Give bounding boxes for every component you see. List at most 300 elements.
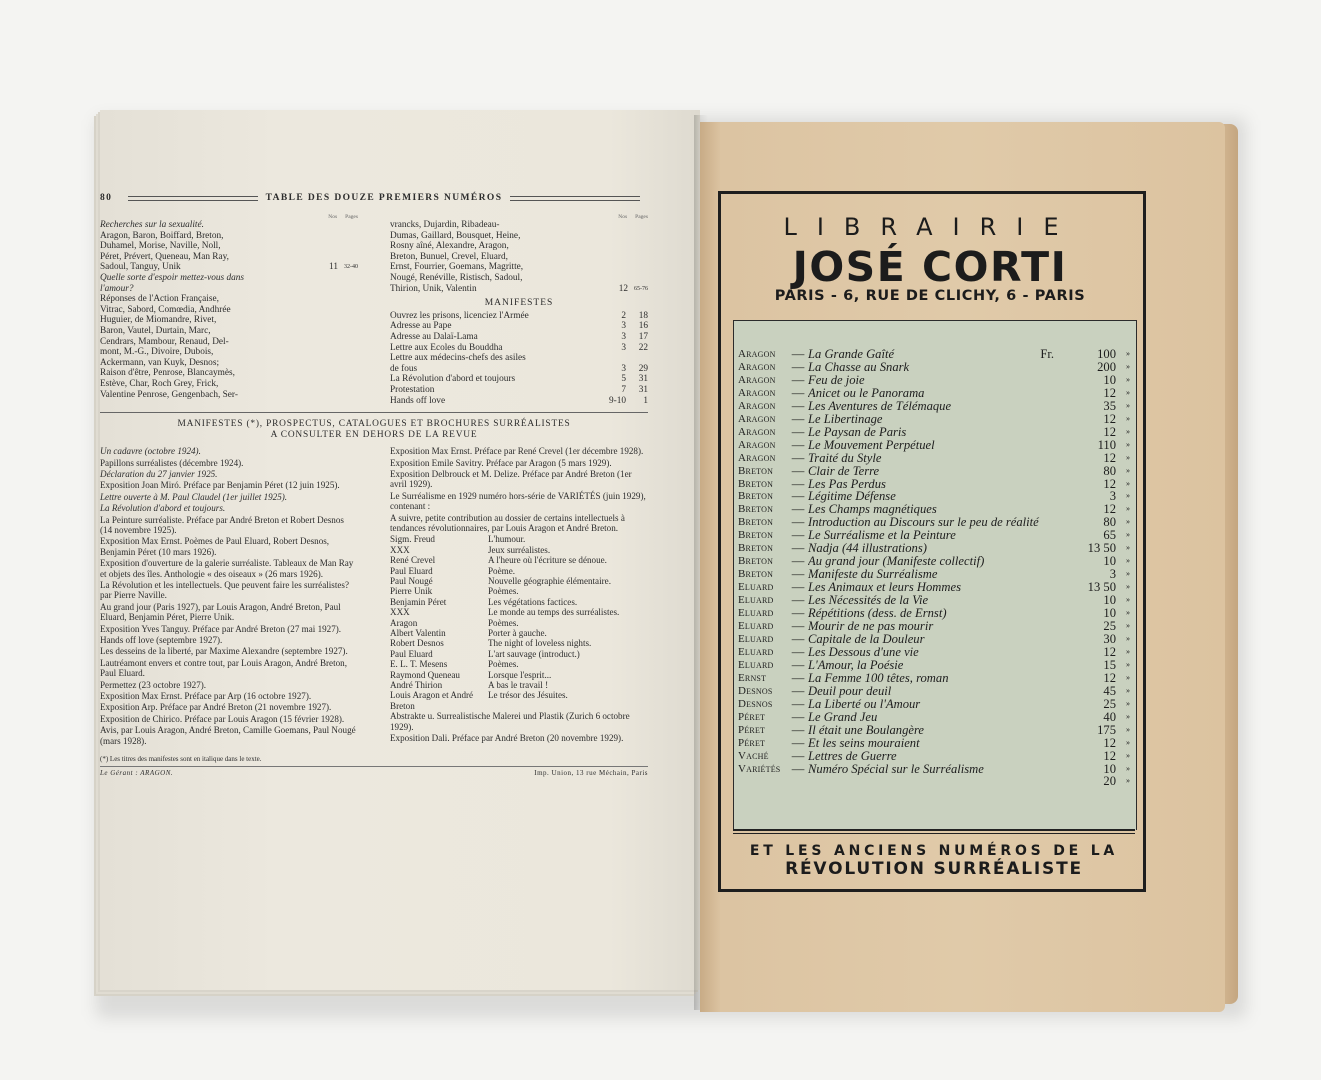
catalog-dash: —	[791, 502, 805, 517]
catalog-price-suffix: »	[1126, 698, 1130, 708]
manifeste-number: 5	[621, 374, 626, 385]
catalog-author: Breton	[738, 568, 774, 581]
catalog-price-suffix: »	[1126, 659, 1130, 669]
index-entry	[100, 241, 358, 252]
manifeste-number: 3	[621, 331, 626, 342]
publication-entry: Déclaration du 27 janvier 1925.	[100, 468, 218, 479]
catalog-title: Et les seins mouraient	[808, 736, 920, 750]
catalog-author: Breton	[738, 464, 774, 477]
catalog-entry	[738, 724, 1130, 737]
catalog-title: Introduction au Discours sur le peu de réalité	[808, 516, 1039, 530]
contents-entry	[390, 690, 648, 711]
publication-entry: Exposition Max Ernst. Préface par René Crevel (1er décembre 1928).	[390, 446, 644, 457]
catalog-title: Au grand jour (Manifeste collectif)	[808, 555, 985, 569]
column-heads	[390, 212, 648, 220]
catalog-title: Nadja (44 illustrations)	[808, 542, 927, 556]
catalog-author: Desnos	[738, 697, 773, 710]
catalog-price-suffix: »	[1126, 763, 1130, 773]
catalog-dash: —	[791, 748, 805, 763]
catalog-dash: —	[791, 515, 805, 530]
catalog-title: Capitale de la Douleur	[808, 632, 925, 646]
catalog-dash: —	[791, 424, 805, 439]
contents-entry	[390, 638, 648, 648]
catalog-author: Aragon	[738, 348, 776, 360]
catalog-dash: —	[791, 619, 805, 634]
header-rule	[128, 196, 258, 201]
contents-title: Le trésor des Jésuites.	[488, 690, 568, 701]
catalog-dash: —	[791, 567, 805, 582]
catalog-entry	[738, 763, 1130, 776]
catalog-price-suffix: »	[1126, 478, 1130, 488]
contents-author: XXX	[390, 544, 410, 555]
entry-text: mont, M.-G., Divoire, Dubois,	[100, 347, 214, 358]
header-rule	[510, 196, 640, 201]
catalog-author: Péret	[738, 723, 766, 736]
contents-author: René Crevel	[390, 555, 436, 566]
publication-entry: Exposition Arp. Préface par André Breton (21 novembre 1927).	[100, 702, 332, 713]
contents-author: Benjamin Péret	[390, 596, 447, 607]
catalog-price-suffix: »	[1126, 452, 1130, 462]
contents-title: Lorsque l'esprit...	[488, 669, 552, 680]
contents-author: Paul Nougé	[390, 575, 433, 586]
librairie-heading: LIBRAIRIE	[783, 213, 1079, 241]
catalog-rule	[733, 829, 1135, 831]
contents-entry	[390, 628, 648, 638]
index-entry	[390, 252, 648, 263]
catalog-title: Il était une Boulangère	[808, 723, 924, 737]
catalog-entry	[738, 348, 1130, 361]
manifeste-page: 17	[638, 331, 648, 342]
catalog-price-suffix: »	[1126, 349, 1130, 358]
contents-entry	[390, 534, 648, 544]
entry-text: Péret, Prévert, Queneau, Man Ray,	[100, 251, 229, 262]
manifeste-number	[596, 353, 626, 364]
contents-title: Nouvelle géographie élémentaire.	[488, 575, 611, 586]
catalog-entry	[738, 633, 1130, 646]
catalog-price-suffix: »	[1126, 724, 1130, 734]
manifeste-page: 31	[638, 384, 648, 395]
manifeste-title: Adresse au Pape	[390, 321, 452, 332]
catalog-title: Lettres de Guerre	[808, 749, 897, 763]
contents-author: Albert Valentin	[390, 628, 446, 638]
catalog-title: Répétitions (dess. de Ernst)	[808, 607, 947, 621]
manifeste-entry	[390, 374, 648, 385]
entry-text: Réponses de l'Action Française,	[100, 294, 219, 305]
contents-entry	[390, 566, 648, 576]
catalog-price-suffix: »	[1126, 426, 1130, 436]
publication-entry: Exposition Delbrouck et M. Delize. Préface par André Breton (1er avril 1929).	[390, 468, 632, 490]
catalog-price-suffix: »	[1126, 750, 1130, 760]
entry-text: Valentine Penrose, Gengenbach, Ser-	[100, 389, 238, 400]
col-head-nums: Nos	[328, 214, 338, 220]
publication-entry: Exposition Max Ernst. Préface par Arp (16 octobre 1927).	[100, 691, 312, 702]
entry-text: Cendrars, Mambour, Renaud, Del-	[100, 336, 229, 347]
catalog-price: 40	[1103, 709, 1116, 724]
manifeste-title: Adresse au Dalaï-Lama	[390, 331, 478, 342]
publication-entry: Lettre ouverte à M. Paul Claudel (1er juillet 1925).	[100, 491, 288, 502]
contents-entry	[390, 649, 648, 659]
manifeste-number: 7	[621, 384, 626, 395]
catalog-title: Légitime Défense	[808, 490, 896, 504]
manifeste-page	[626, 353, 648, 364]
entry-text: Ernst, Fourrier, Goemans, Magritte,	[390, 262, 524, 273]
catalog-price: 30	[1103, 631, 1116, 646]
section-title-line-1: MANIFESTES (*), PROSPECTUS, CATALOGUES ET BROCHURES SURRÉALISTES	[177, 419, 571, 430]
index-entry	[390, 220, 648, 231]
catalog-title: Traité du Style	[808, 451, 882, 465]
publication-entry: Les desseins de la liberté, par Maxime Alexandre (septembre 1927).	[100, 646, 348, 657]
catalog-list	[738, 348, 1130, 788]
manifeste-number: 3	[621, 321, 626, 332]
catalog-price: 35	[1103, 398, 1116, 413]
contents-entry	[390, 680, 648, 690]
catalog-dash	[788, 775, 808, 788]
section-title-line-2: A CONSULTER EN DEHORS DE LA REVUE	[270, 429, 478, 440]
contents-title: A l'heure où l'écriture se dénoue.	[488, 555, 607, 566]
col-head-nums: Nos	[618, 214, 628, 220]
catalog-dash: —	[791, 372, 805, 387]
catalog-entry	[738, 659, 1130, 672]
catalog-author	[738, 775, 788, 788]
publication-entry: Papillons surréalistes (décembre 1924).	[100, 457, 244, 468]
catalog-title: Le Paysan de Paris	[808, 425, 907, 439]
publication-entry: Avis, par Louis Aragon, André Breton, Camille Goemans, Paul Nougé (mars 1928).	[100, 725, 356, 746]
publications-list	[390, 446, 648, 533]
contents-author: Raymond Queneau	[390, 669, 460, 680]
catalog-price: 45	[1103, 683, 1116, 698]
manifeste-title: Lettre aux médecins-chefs des asiles	[390, 353, 526, 364]
catalog-price-suffix: »	[1126, 491, 1130, 501]
catalog-price: 10	[1103, 606, 1116, 621]
entry-text: Sadoul, Tanguy, Unik	[100, 262, 181, 273]
catalog-entry	[738, 374, 1130, 387]
contents-author: XXX	[390, 607, 410, 618]
index-entry	[390, 284, 648, 295]
manifeste-page: 1	[643, 395, 648, 406]
catalog-price: 12	[1103, 670, 1116, 685]
publication-entry: Exposition d'ouverture de la galerie surréaliste. Tableaux de Man Ray et objets des îles. Anthologie « des oiseaux » (26 mars 1926).	[100, 558, 354, 579]
catalog-entry	[738, 672, 1130, 685]
manifeste-page: 31	[638, 374, 648, 385]
catalog-dash: —	[791, 476, 805, 491]
catalog-author: Eluard	[738, 607, 774, 620]
back-issues-line-1: ET LES ANCIENS NUMÉROS DE LA	[749, 843, 1119, 859]
page-number: 80	[100, 193, 113, 203]
contents-author: André Thirion	[390, 680, 443, 691]
catalog-author: Aragon	[738, 438, 776, 451]
catalog-entry	[738, 685, 1130, 698]
manifeste-number: 3	[621, 342, 626, 353]
catalog-price-suffix: »	[1126, 685, 1130, 695]
manifeste-entry	[390, 311, 648, 322]
publication-entry: Exposition Emile Savitry. Préface par Aragon (5 mars 1929).	[390, 457, 612, 468]
publication-entry: Exposition de Chirico. Préface par Louis Aragon (15 février 1928).	[100, 713, 345, 724]
contents-title: Poèmes.	[488, 586, 519, 597]
catalog-entry	[738, 452, 1130, 465]
catalog-dash: —	[791, 593, 805, 608]
publication-entry: Le Surréalisme en 1929 numéro hors-série de VARIÉTÉS (juin 1929), contenant :	[390, 490, 646, 512]
publications-column-1	[100, 446, 358, 747]
catalog-price-suffix: »	[1126, 361, 1130, 371]
catalog-dash: —	[791, 709, 805, 724]
publication-entry: A suivre, petite contribution au dossier de certains intellectuels à tendances révolutionnaires, par Louis Aragon et André Breton.	[390, 512, 625, 533]
catalog-price-suffix: »	[1126, 737, 1130, 747]
page-header	[100, 190, 648, 206]
bookshop-address: PARIS - 6, RUE DE CLICHY, 6 - PARIS	[774, 288, 1086, 304]
catalog-price: 3	[1109, 567, 1116, 582]
entry-text: Recherches sur la sexualité.	[100, 220, 204, 230]
catalog-price: 13 50	[1087, 580, 1116, 595]
contents-title: The night of loveless nights.	[488, 638, 592, 649]
manifestes-title: MANIFESTES	[484, 298, 554, 309]
catalog-author: Aragon	[738, 360, 776, 373]
contents-entry	[390, 607, 648, 617]
contents-title: Porter à gauche.	[488, 628, 547, 638]
col-head-pages: Pages	[345, 214, 358, 220]
catalog-author: Péret	[738, 736, 766, 749]
publication-entry: Au grand jour (Paris 1927), par Louis Aragon, André Breton, Paul Eluard, Benjamin Péret, Pierre Unik.	[100, 601, 341, 623]
entry-text: Vitrac, Sabord, Comœdia, Andhrée	[100, 304, 231, 315]
catalog-entry	[738, 646, 1130, 659]
catalog-price: 12	[1103, 748, 1116, 763]
catalog-author: Aragon	[738, 425, 776, 438]
manifeste-entry	[390, 364, 648, 375]
catalog-title: Les Champs magnétiques	[808, 503, 937, 517]
publication-entry: Hands off love (septembre 1927).	[100, 635, 223, 645]
manifeste-page: 29	[638, 363, 648, 374]
catalog-entry	[738, 465, 1130, 478]
entry-number: 11	[329, 262, 338, 273]
catalog-price: 12	[1103, 644, 1116, 659]
catalog-author: Aragon	[738, 399, 776, 412]
manifeste-number: 9-10	[608, 395, 626, 406]
catalog-entry	[738, 361, 1130, 374]
catalog-dash: —	[791, 347, 805, 361]
contents-title: Le monde au temps des surréalistes.	[488, 607, 620, 618]
contents-title: Poème.	[488, 565, 516, 576]
index-entry	[100, 379, 358, 390]
manifeste-entry	[390, 385, 648, 396]
catalog-dash: —	[791, 437, 805, 452]
manifeste-page: 18	[638, 310, 648, 321]
catalog-entry	[738, 750, 1130, 763]
catalog-price-suffix: »	[1126, 374, 1130, 384]
index-entry	[100, 294, 358, 305]
catalog-title: Le Grand Jeu	[808, 710, 878, 724]
contents-entry	[390, 555, 648, 565]
contents-author: Pierre Unik	[390, 586, 433, 597]
entry-text: Thirion, Unik, Valentin	[390, 283, 477, 294]
index-entry	[390, 262, 648, 273]
catalog-dash: —	[791, 528, 805, 543]
contents-author: Paul Eluard	[390, 565, 433, 576]
catalog-author: Vaché	[738, 749, 769, 762]
index-entry	[100, 262, 358, 273]
catalog-title: Anicet ou le Panorama	[808, 386, 925, 400]
catalog-price-suffix: »	[1126, 556, 1130, 566]
catalog-title: Clair de Terre	[808, 464, 880, 478]
contents-title: Poèmes.	[488, 617, 519, 628]
contents-author: E. L. T. Mesens	[390, 659, 448, 670]
catalog-title: Les Animaux et leurs Hommes	[808, 581, 961, 595]
index-entry	[100, 231, 358, 242]
index-entry	[100, 273, 358, 284]
manifeste-title: Protestation	[390, 384, 435, 395]
manifeste-title: Hands off love	[390, 395, 446, 406]
back-issues-line-2: RÉVOLUTION SURRÉALISTE	[785, 859, 1083, 879]
catalog-price: 25	[1103, 619, 1116, 634]
catalog-price: 12	[1103, 450, 1116, 465]
index-columns	[100, 212, 648, 406]
catalog-title: Les Dessous d'une vie	[808, 645, 919, 659]
left-page-content	[100, 190, 648, 890]
contents-title: L'art sauvage (introduct.)	[488, 648, 580, 659]
entry-text: Ackermann, van Kuyk, Desnos;	[100, 357, 220, 368]
catalog-author: Eluard	[738, 620, 774, 633]
index-entry	[100, 358, 358, 369]
catalog-price-suffix: »	[1126, 504, 1130, 514]
index-entry	[100, 368, 358, 379]
manifeste-title: de fous	[390, 363, 418, 374]
catalog-price: 80	[1103, 515, 1116, 530]
contents-title: A bas le travail !	[488, 680, 549, 691]
contents-title: Les végétations factices.	[488, 596, 578, 607]
catalog-author: Breton	[738, 529, 774, 542]
catalog-rule	[733, 833, 1135, 834]
catalog-dash: —	[791, 489, 805, 504]
catalog-title: Le Libertinage	[808, 412, 883, 426]
catalog-author: Aragon	[738, 386, 776, 399]
catalog-entry	[738, 737, 1130, 750]
entry-text: vrancks, Dujardin, Ribadeau-	[390, 220, 500, 230]
catalog-dash: —	[791, 541, 805, 556]
col-head-pages: Pages	[635, 214, 648, 220]
catalog-price: 110	[1097, 437, 1116, 452]
catalog-price: 80	[1103, 463, 1116, 478]
index-entry	[390, 241, 648, 252]
catalog-author: Aragon	[738, 412, 776, 425]
index-entry	[100, 326, 358, 337]
footer-rule	[100, 766, 648, 767]
catalog-author: Eluard	[738, 645, 774, 658]
catalog-price: 3	[1109, 489, 1116, 504]
currency-label: Fr.	[1040, 347, 1054, 361]
manifeste-page: 16	[638, 321, 648, 332]
publication-entry: Un cadavre (octobre 1924).	[100, 446, 201, 457]
catalog-author: Breton	[738, 503, 774, 516]
manifeste-entry	[390, 353, 648, 364]
contents-entry	[390, 659, 648, 669]
catalog-title: La Liberté ou l'Amour	[808, 697, 921, 711]
catalog-author: Eluard	[738, 594, 774, 607]
footer-right: Imp. Union, 13 rue Méchain, Paris	[534, 769, 648, 778]
footnote: (*) Les titres des manifestes sont en italique dans le texte.	[100, 755, 262, 764]
catalog-title: Deuil pour deuil	[808, 684, 892, 698]
catalog-price: 15	[1103, 657, 1116, 672]
contents-entry	[390, 576, 648, 586]
publication-entry: Exposition Joan Miró. Préface par Benjamin Péret (12 juin 1925).	[100, 480, 340, 491]
contents-author: Louis Aragon et André Breton	[390, 690, 474, 711]
footer-left: Le Gérant : ARAGON.	[100, 769, 174, 778]
catalog-author: Variétés	[738, 762, 781, 775]
catalog-author: Breton	[738, 542, 774, 555]
catalog-price: 12	[1103, 502, 1116, 517]
index-entries	[100, 220, 358, 400]
catalog-dash: —	[791, 385, 805, 400]
catalog-price: 25	[1103, 696, 1116, 711]
entry-text: Dumas, Gaillard, Bousquet, Heine,	[390, 230, 521, 241]
manifeste-title: Ouvrez les prisons, licenciez l'Armée	[390, 310, 529, 321]
catalog-price-suffix: »	[1126, 530, 1130, 540]
publications-list	[390, 711, 648, 743]
publications-column-2	[390, 446, 648, 747]
contents-title: Poèmes.	[488, 659, 519, 670]
catalog-title: L'Amour, la Poésie	[808, 658, 904, 672]
publication-entry: Exposition Max Ernst. Poèmes de Paul Eluard, Robert Desnos, Benjamin Péret (10 mars 1926).	[100, 536, 330, 557]
contents-author: Paul Eluard	[390, 648, 433, 659]
index-entry	[100, 315, 358, 326]
entry-text: Huguier, de Miomandre, Rivet,	[100, 315, 217, 326]
entry-text: Raison d'être, Penrose, Blancaymès,	[100, 368, 235, 379]
catalog-price: 12	[1103, 411, 1116, 426]
catalog-price-suffix: »	[1126, 608, 1130, 618]
section-divider	[100, 412, 648, 413]
contents-author: Robert Desnos	[390, 638, 444, 649]
catalog-price-suffix: »	[1126, 672, 1130, 682]
catalog-price-suffix: »	[1126, 400, 1130, 410]
manifeste-number: 3	[621, 363, 626, 374]
catalog-price-suffix: »	[1126, 582, 1130, 592]
contents-entry	[390, 586, 648, 596]
entry-text: Estève, Char, Roch Grey, Frick,	[100, 378, 219, 389]
catalog-price: 12	[1103, 385, 1116, 400]
contents-entry	[390, 618, 648, 628]
contents-entry	[390, 597, 648, 607]
index-entry	[100, 284, 358, 295]
catalog-price-suffix: »	[1126, 621, 1130, 631]
catalog-price: 10	[1103, 761, 1116, 776]
index-entry	[100, 337, 358, 348]
manifeste-title: Lettre aux Ecoles du Bouddha	[390, 342, 503, 353]
manifeste-title: La Révolution d'abord et toujours	[390, 374, 516, 385]
publication-entry: Exposition Yves Tanguy. Préface par André Breton (27 mai 1927).	[100, 623, 342, 634]
catalog-dash: —	[791, 580, 805, 595]
catalog-entry	[738, 426, 1130, 439]
publication-entry: Permettez (23 octobre 1927).	[100, 679, 207, 690]
catalog-dash: —	[791, 696, 805, 711]
catalog-price-suffix: »	[1126, 465, 1130, 475]
entry-text: Rosny aîné, Alexandre, Aragon,	[390, 241, 509, 252]
catalog-price-suffix: »	[1126, 569, 1130, 579]
index-entry	[390, 231, 648, 242]
catalog-price-suffix: »	[1126, 595, 1130, 605]
catalog-dash: —	[791, 657, 805, 672]
catalog-dash: —	[791, 631, 805, 646]
catalog-title: Numéro Spécial sur le Surréalisme	[808, 762, 984, 776]
catalog-price-suffix: »	[1126, 413, 1130, 423]
catalog-price-suffix: »	[1126, 633, 1130, 643]
manifeste-entry	[390, 332, 648, 343]
entry-text: Duhamel, Morise, Naville, Noll,	[100, 241, 221, 252]
catalog-entry	[738, 698, 1130, 711]
catalog-title: Le Mouvement Perpétuel	[808, 438, 935, 452]
catalog-author: Aragon	[738, 373, 776, 386]
catalog-dash: —	[791, 606, 805, 621]
catalog-dash: —	[791, 359, 805, 374]
catalog-entry	[738, 439, 1130, 452]
catalog-price: 13 50	[1087, 541, 1116, 556]
manifeste-number: 2	[621, 310, 626, 321]
